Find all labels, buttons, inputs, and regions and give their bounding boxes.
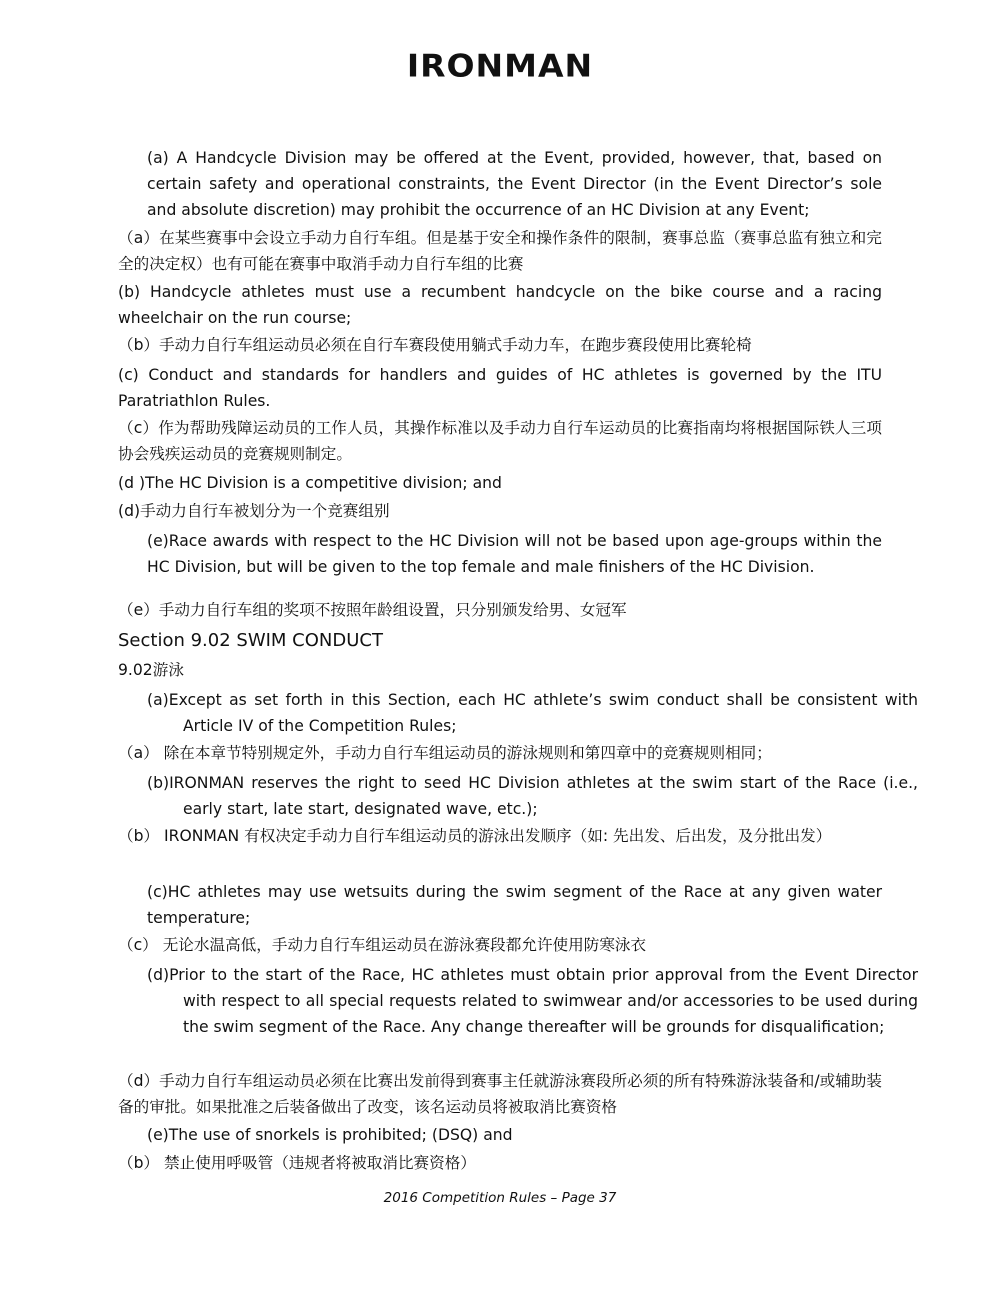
para-c-en: (c) Conduct and standards for handlers and guides of HC athletes is governed by the ITU Paratriathlon Rules. (118, 366, 882, 410)
para-d-en: (d )The HC Division is a competitive division; and (118, 474, 502, 492)
swim-c-zh: （c） 无论水温高低，手动力自行车组运动员在游泳赛段都允许使用防寒泳衣 (118, 936, 647, 954)
para-b-zh: （b）手动力自行车组运动员必须在自行车赛段使用躺式手动力车，在跑步赛段使用比赛轮椅 (118, 336, 752, 354)
section-heading-zh: 9.02游泳 (118, 661, 184, 679)
swim-d-zh: （d）手动力自行车组运动员必须在比赛出发前得到赛事主任就游泳赛段所必须的所有特殊游泳装备和/或辅助装备的审批。如果批准之后装备做出了改变，该名运动员将被取消比赛资格 (118, 1072, 882, 1116)
para-a-en: (a) A Handcycle Division may be offered at the Event, provided, however, that, based on certain safety and operational constraints, the Event Director (in the Event Director’s sole and absolute discretion) may prohibit the occurrence of an HC Division at any Event; (147, 149, 882, 219)
swim-a-zh: （a） 除在本章节特别规定外，手动力自行车组运动员的游泳规则和第四章中的竞赛规则相同； (118, 744, 772, 762)
swim-e-zh: （b） 禁止使用呼吸管（违规者将被取消比赛资格） (118, 1154, 476, 1172)
para-e-en: (e)Race awards with respect to the HC Division will not be based upon age-groups within the HC Division, but will be given to the top female and male finishers of the HC Division. (147, 532, 882, 576)
para-b-en: (b) Handcycle athletes must use a recumbent handcycle on the bike course and a racing wheelchair on the run course; (118, 283, 882, 327)
page-footer: 2016 Competition Rules – Page 37 (383, 1190, 617, 1206)
para-c-zh: （c）作为帮助残障运动员的工作人员，其操作标准以及手动力自行车运动员的比赛指南均将根据国际铁人三项协会残疾运动员的竞赛规则制定。 (118, 419, 882, 463)
swim-b-en: (b)IRONMAN reserves the right to seed HC Division athletes at the swim start of the Race (i.e., early start, late start, designated wave, etc.); (147, 774, 918, 818)
ironman-logo (0, 46, 1000, 85)
para-a-zh: （a）在某些赛事中会设立手动力自行车组。但是基于安全和操作条件的限制，赛事总监（赛事总监有独立和完全的决定权）也有可能在赛事中取消手动力自行车组的比赛 (118, 229, 882, 273)
swim-e-en: (e)The use of snorkels is prohibited; (DSQ) and (147, 1126, 513, 1144)
swim-c-en: (c)HC athletes may use wetsuits during the swim segment of the Race at any given water temperature; (147, 883, 882, 927)
para-d-zh: (d)手动力自行车被划分为一个竞赛组别 (118, 502, 390, 520)
swim-d-en: (d)Prior to the start of the Race, HC athletes must obtain prior approval from the Event Director with respect to all special requests related to swimwear and/or accessories to be used during the swim segment of the Race. Any change thereafter will be grounds for disqualification; (147, 966, 918, 1036)
swim-b-zh: （b） IRONMAN 有权决定手动力自行车组运动员的游泳出发顺序（如: 先出发、后出发，及分批出发） (118, 827, 832, 845)
para-e-zh: （e）手动力自行车组的奖项不按照年龄组设置，只分别颁发给男、女冠军 (118, 601, 627, 619)
logo-wordmark: IRONMAN (406, 46, 594, 85)
swim-a-en: (a)Except as set forth in this Section, each HC athlete’s swim conduct shall be consistent with Article IV of the Competition Rules; (147, 691, 918, 735)
section-heading: Section 9.02 SWIM CONDUCT (118, 630, 383, 651)
